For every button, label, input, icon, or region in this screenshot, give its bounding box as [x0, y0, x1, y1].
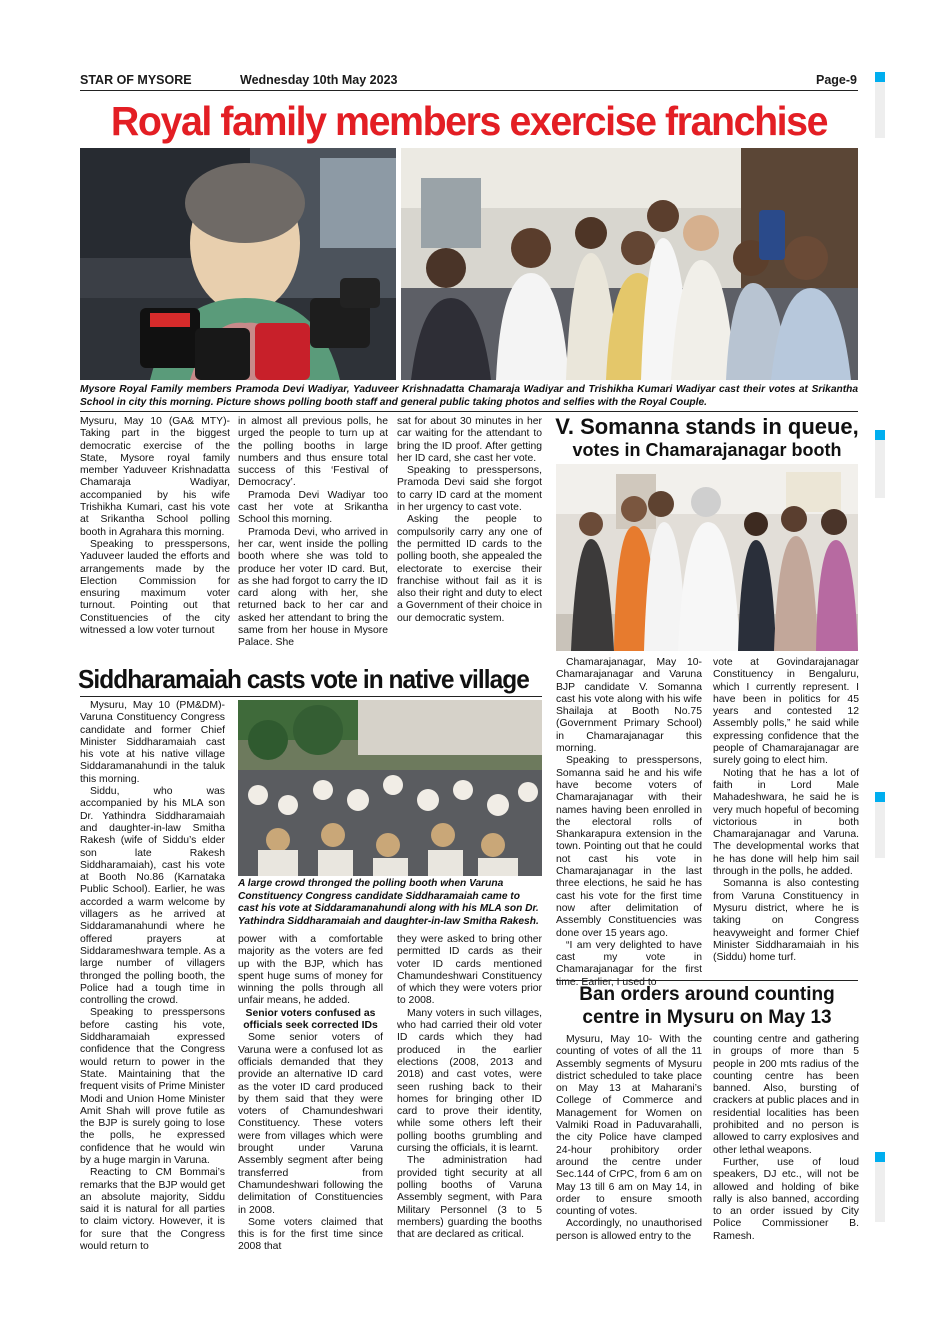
- somanna-column-2: [713, 657, 859, 964]
- somanna-paragraph: Somanna is also contesting from Varuna Constituency in Mysuru district, where he is taking on Congress heavyweight and former Chief Minister Siddharamaiah in his (Siddu) home turf.: [713, 878, 859, 964]
- siddu-paragraph: Some senior voters of Varuna were a confused lot as officials demanded that they provide an alternative ID card as the voter ID card produced by them said that they were voters of Chamundeshwari Constituency. These voters were from villages which were brought under Varuna Assembly segment after being transferred from Chamundeshwari following the delimitation of Constituencies in 2008.: [238, 1032, 383, 1216]
- main-story-column-2: [238, 416, 388, 650]
- main-story-paragraph: Mysuru, May 10 (GA& MTY)- Taking part in the biggest democratic exercise of the State, Mysore royal family member Yaduveer Krishnadatta Chamaraja Wadiyar, accompanied by his wife Trishikha Kumari, cast his vote at Srikantha School polling booth in Agrahara this morning.: [80, 416, 230, 538]
- ban-paragraph: Further, use of loud speakers, DJ etc., will not be allowed and holding of bike rally is also banned, according to an order issued by City Police Commissioner B. Ramesh.: [713, 1156, 859, 1242]
- siddu-paragraph: Reacting to CM Bommai’s remarks that the BJP would get an absolute majority, Siddu said it is natural for all parties to claim victory. However, it is for sure that the Congress would return to: [80, 1167, 225, 1253]
- siddu-paragraph: Mysuru, May 10 (PM&DM)- Varuna Constituency Congress candidate and former Chief Minister Siddharamaiah cast his vote at his native village Siddaramanahundi in the taluk this morning.: [80, 700, 225, 785]
- siddu-paragraph: Many voters in such villages, who had carried their old voter ID cards which they had produced in the earlier elections (2008, 2013 and 2018) and cast votes, were seen rushing back to their homes for bringing other ID card to prove their identity, while some others left their polling booths grumbling and cursing the officials, it is learnt.: [397, 1007, 542, 1155]
- siddu-paragraph: power with a comfortable majority as the voters are fed up with the BJP, which has spent huge sums of money for winning the polls through all unfair means, he added.: [238, 934, 383, 1007]
- photo-pramoda-devi: [80, 148, 396, 380]
- siddu-column-3: [397, 934, 542, 1241]
- photo-pramoda-devi-image: [80, 148, 396, 380]
- siddu-subhead: Senior voters confused as officials seek corrected IDs: [243, 1007, 378, 1032]
- somanna-paragraph: vote at Govindarajanagar Constituency in Bengaluru, which I currently represent. I have been in politics for 45 years and contested 12 Assembly polls,” he said while expressing confidence that the people of Chamarajanagar are surely going to elect him.: [713, 657, 859, 767]
- siddu-paragraph: Speaking to presspersons before casting his vote, Siddharamaiah expressed confidence that the Congress would return to power in the State. Maintaining that the frequent visits of Prime Minister Modi and Union Home Minister Amit Shah will prove futile as the BJP is surely going to lose the polls, he expressed confidence that he would win by a huge margin in Varuna.: [80, 1007, 225, 1166]
- main-story-paragraph: Pramoda Devi, who arrived in her car, went inside the polling booth where she was told to produce her voter ID card. But, as she had forgot to carry the ID card along with her, she returned back to her car and asked her attendant to bring the same from her house in Mysore Palace. She: [238, 526, 388, 649]
- photo-siddu-crowd: [238, 700, 542, 876]
- caption-rule: [80, 411, 858, 412]
- ban-paragraph: Accordingly, no unauthorised person is allowed entry to the: [556, 1218, 702, 1242]
- photo-somanna-queue-image: [556, 464, 858, 651]
- photo-siddu-crowd-image: [238, 700, 542, 876]
- siddu-paragraph: Some voters claimed that this is for the first time since 2008 that: [238, 1216, 383, 1253]
- siddu-headline: Siddharamaiah casts vote in native village: [78, 664, 529, 694]
- siddu-paragraph: they were asked to bring other permitted ID cards as their voter ID cards mentioned Chamundeshwari Constituency of which they were voters prior to 2008.: [397, 934, 542, 1007]
- main-story-paragraph: sat for about 30 minutes in her car waiting for the attendant to bring the ID proof. After getting her ID card, she cast her vote.: [397, 416, 542, 464]
- siddu-headline-rule: [80, 696, 542, 697]
- somanna-paragraph: Chamarajanagar, May 10- Chamarajanagar and Varuna BJP candidate V. Somanna cast his vote along with his wife Shailaja at Booth No.75 (Government Primary School) in Chamarajanagar this morning.: [556, 657, 702, 755]
- ban-headline-rule: [556, 980, 858, 981]
- ban-headline-line1: Ban orders around counting: [579, 984, 835, 1005]
- main-story-column-3: [397, 416, 542, 625]
- main-story-column-1: [80, 416, 230, 637]
- masthead-paper-name: STAR OF MYSORE: [80, 73, 192, 87]
- somanna-paragraph: “I am very delighted to have cast my vote in Chamarajanagar for the first time. Earlier, I used to: [556, 939, 702, 988]
- siddu-column-2: [238, 934, 383, 1254]
- somanna-column-1: [556, 657, 702, 989]
- ban-headline-line2: centre in Mysuru on May 13: [582, 1007, 832, 1028]
- somanna-headline-line1: V. Somanna stands in queue,: [555, 414, 859, 439]
- main-headline: Royal family members exercise franchise: [110, 98, 828, 144]
- main-story-paragraph: Pramoda Devi Wadiyar too cast her vote at Srikantha School this morning.: [238, 489, 388, 526]
- siddu-photo-caption: A large crowd thronged the polling booth when Varuna Constituency Congress candidate Siddharamaiah came to cast his vote at Siddaramanahundi along with his MLA son Dr. Yathindra Siddharamaiah and daughter-in-law Smitha Rakesh.: [238, 878, 539, 927]
- main-story-paragraph: Asking the people to compulsorily carry any one of the permitted ID cards to the polling booth, she appealed the electorate to exercise their franchise without fail as it is also their right and duty to elect a Government of their choice in our democratic system.: [397, 514, 542, 624]
- somanna-paragraph: Noting that he has a lot of faith in Lord Male Mahadeshwara, he said he is very much hopeful of becoming victorious in both Chamarajanagar and Varuna. The developmental works that he has done will help him sail through in the polls, he added.: [713, 767, 859, 878]
- ban-paragraph: Mysuru, May 10- With the counting of votes of all the 11 Assembly segments of Mysuru district scheduled to take place on May 13 at Maharani’s College of Commerce and Management for Women on Valmiki Road in Paduvarahalli, the city Police have clamped 24-hour prohibitory order around the centre under Sec.144 of CrPC, from 6 am on May 13 till 6 am on May 14, in order to ensure smooth counting of votes.: [556, 1034, 702, 1218]
- masthead-date: Wednesday 10th May 2023: [240, 73, 398, 87]
- siddu-paragraph: The administration had provided tight security at all polling booths of Varuna Assembly segment, with Para Military Personnel (3 to 5 members) guarding the booths that are declared as critical.: [397, 1155, 542, 1241]
- siddu-column-1: [80, 700, 225, 1253]
- photo-royal-couple-selfie: [401, 148, 858, 380]
- main-story-paragraph: Speaking to presspersons, Pramoda Devi said she forgot to carry ID card at the moment in her urgency to cast vote.: [397, 465, 542, 514]
- main-story-paragraph: in almost all previous polls, he urged the people to turn up at the polling booths in large numbers and thus ensure total success of this ‘Festival of Democracy’.: [238, 416, 388, 489]
- ban-paragraph: counting centre and gathering in groups of more than 5 people in 200 mts radius of the counting centre has been banned. Also, bursting of crackers at public places and in residential localities has been prohibited and no person is allowed to carry explosives and other lethal weapons.: [713, 1034, 859, 1156]
- photo-somanna-queue: [556, 464, 858, 651]
- ban-column-2: [713, 1034, 859, 1243]
- masthead-page-number: Page-9: [816, 73, 857, 87]
- masthead-rule: [80, 90, 858, 91]
- somanna-paragraph: Speaking to presspersons, Somanna said he and his wife have become voters of Chamarajanagar with their names having been enrolled in the electoral rolls of Shankarapura extension in the town. Pointing out that he could not cast his vote in Chamarajanagar in the last three elections, he said he has cast his vote for the first time now after delimitation of Assembly Constituencies was done over 15 years ago.: [556, 755, 702, 939]
- ban-column-1: [556, 1034, 702, 1243]
- siddu-paragraph: Siddu, who was accompanied by his MLA son Dr. Yathindra Siddharamaiah and daughter-in-law Smitha Rakesh (wife of Siddu’s elder son late Rakesh Siddharamaiah), cast his vote at Booth No.86 (Karnataka Public School). Earlier, he was accorded a warm welcome by villagers as he arrived at Siddaramanahundi where he offered prayers at Siddarameshwara temple. As a large number of villagers thronged the polling booth, the Police had a tough time in controlling the crowd.: [80, 786, 225, 1007]
- photo-royal-couple-selfie-image: [401, 148, 858, 380]
- main-story-paragraph: Speaking to presspersons, Yaduveer lauded the efforts and arrangements made by the Election Commission for ensuring maximum voter turnout. Pointing out that Constituencies of the city witnessed a low voter turnout: [80, 538, 230, 637]
- somanna-headline-line2: votes in Chamarajanagar booth: [572, 440, 842, 460]
- main-photo-caption: Mysore Royal Family members Pramoda Devi Wadiyar, Yaduveer Krishnadatta Chamaraja Wadiyar and Trishikha Kumari Wadiyar cast their votes at Srikantha School in city this morning. Picture shows polling booth staff and general public taking photos and selfies with the Royal Couple.: [80, 384, 858, 408]
